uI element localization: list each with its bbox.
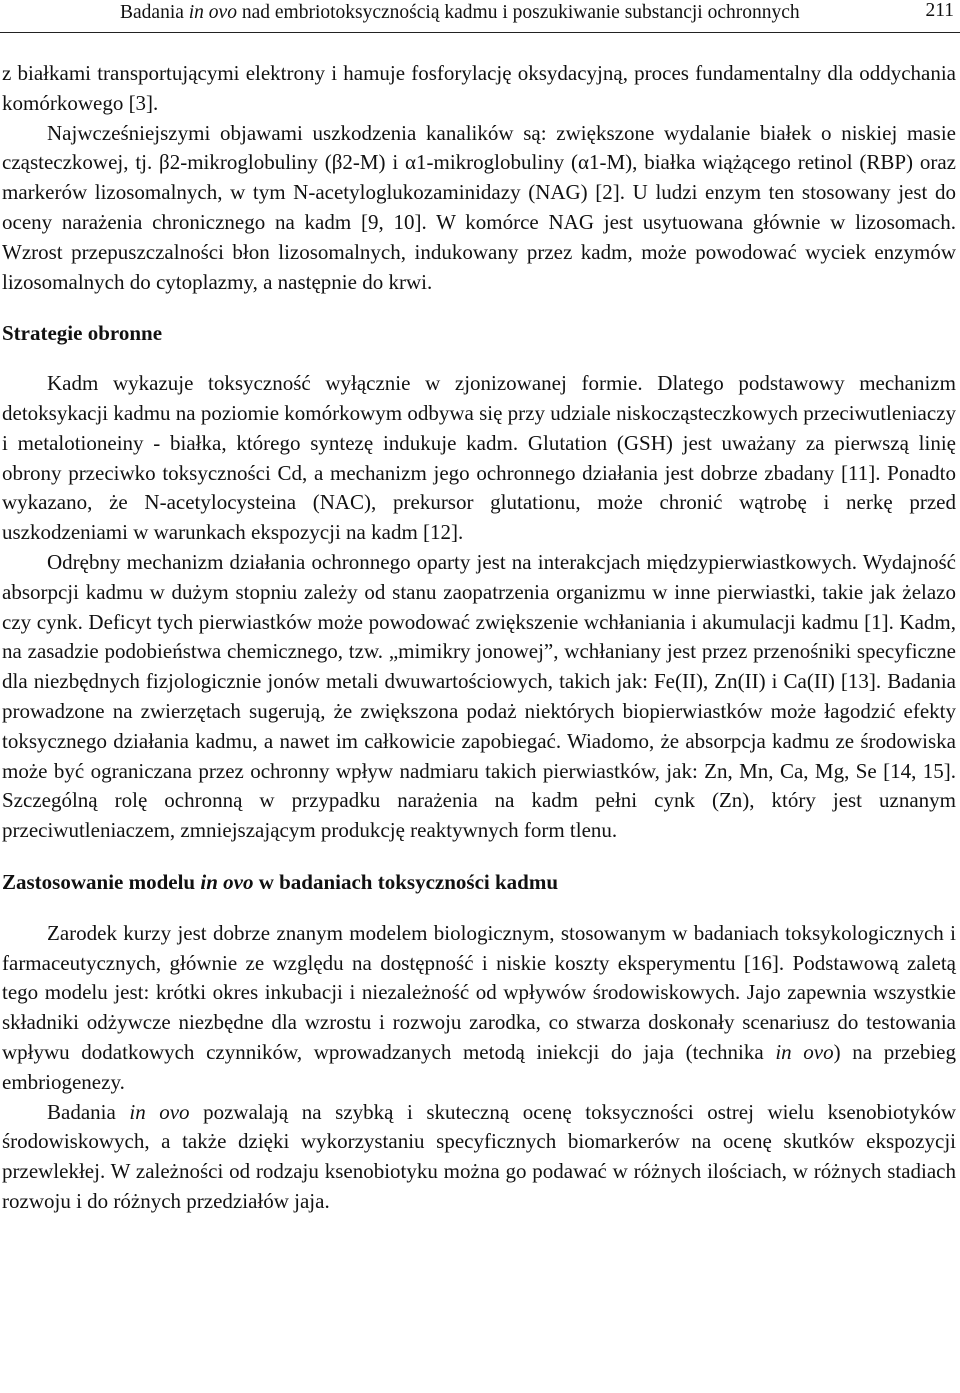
para5-post: ) na przebieg embriogenezy. — [2, 1039, 957, 1094]
running-title-post: nad embriotoksycznością kadmu i poszukiwanie substancji ochronnych — [236, 2, 800, 23]
section2-post: w badaniach toksyczności kadmu — [253, 869, 559, 894]
para6-pre: Badania — [47, 1099, 130, 1124]
para5-pre: Zarodek kurzy jest dobrze znanym modelem biologicznym, stosowanym w badaniach toksykologicznych i farmaceutycznych, głównie ze względu na dostępność i niskie koszty eksperymentu [16]. Podstawową zaletą tego modelu jest: krótki okres inkubacji i niezależność od wpływów środowiskowych. Jajo zapewnia wszystkie składniki odżywcze niezbędne dla wzrostu i rozwoju zarodka, co stwarza doskonały scenariusz do testowania wpływu dodatkowych czynników, wprowadzanych metodą iniekcji do jaja (technika — [2, 920, 956, 1064]
paragraph-tubular-damage: Najwcześniejszymi objawami uszkodzenia kanalików są: zwiększone wydalanie białek o niskiej masie cząsteczkowej, tj. β2-mikroglobuliny (β2-M) i α1-mikroglobuliny (α1-M), białka wiążącego retinol (RBP) oraz markerów lizosomalnych, w tym N-acetyloglukozaminidazy (NAG) [2]. U ludzi enzym ten stosowany jest do oceny narażenia chronicznego na kadm [9, 10]. W komórce NAG jest usytuowana głównie w lizosomach. Wzrost przepuszczalności błon lizosomalnych, indukowany przez kadm, może powodować wyciek enzymów lizosomalnych do cytoplazmy, a następnie do krwi. — [2, 120, 956, 294]
paragraph-continuation: z białkami transportującymi elektrony i hamuje fosforylację oksydacyjną, proces fundamentalny dla oddychania komórkowego [3]. — [2, 61, 956, 115]
paragraph-in-ovo-studies — [2, 1098, 956, 1217]
paragraph-detoxification: Kadm wykazuje toksyczność wyłącznie w zjonizowanej formie. Dlatego podstawowy mechanizm detoksykacji kadmu na poziomie komórkowym odbywa się przy udziale niskocząsteczkowych przeciwutleniaczy i metalotioneiny - białka, którego syntezę indukuje kadm. Glutation (GSH) jest uważany za pierwszą linię obrony przeciwko toksyczności Cd, a mechanizm jego ochronnego działania jest dobrze zbadany [11]. Ponadto wykazano, że N-acetylocysteina (NAC), prekursor glutationu, może chronić wątrobę i nerkę przed uszkodzeniami w warunkach ekspozycji na kadm [12]. — [2, 371, 957, 545]
section2-italic: in ovo — [200, 869, 254, 894]
para5-italic: in ovo — [775, 1039, 834, 1064]
para6-italic: in ovo — [129, 1099, 190, 1124]
running-title — [120, 2, 800, 24]
running-title-italic: in ovo — [188, 2, 237, 23]
paragraph-element-interactions: Odrębny mechanizm działania ochronnego oparty jest na interakcjach międzypierwiastkowych. Wydajność absorpcji kadmu w dużym stopniu zależy od stanu zaopatrzenia organizmu w inne pierwiastki, takie jak żelazo czy cynk. Deficyt tych pierwiastków może powodować zwiększenie wchłaniania i akumulacji kadmu [1]. Kadm, na zasadzie podobieństwa chemicznego, tzw. „mimikry jonowej”, wchłaniany jest przez przenośniki specyficzne dla niezbędnych fizjologicznie jonów metali dwuwartościowych, takich jak: Fe(II), Zn(II) i Ca(II) [13]. Badania prowadzone na zwierzętach sugerują, że zwiększona podaż niektórych biopierwiastków może łagodzić efekty toksycznego działania kadmu, a nawet im całkowicie zapobiegać. Wiadomo, że absorpcja kadmu ze środowiska może być ograniczana przez ochronny wpływ nadmiaru takich pierwiastków, jak: Zn, Mn, Ca, Mg, Se [14, 15]. Szczególną rolę ochronną w przypadku narażenia na kadm pełni cynk (Zn), który jest uznanym przeciwutleniaczem, zmniejszającym produkcję reaktywnych form tlenu. — [2, 549, 956, 843]
para6-post: pozwalają na szybką i skuteczną ocenę toksyczności ostrej wielu ksenobiotyków środowiskowych, a także dzięki wykorzystaniu specyficznych biomarkerów na ocenę skutków ekspozycji przewlekłej. W zależności od rodzaju ksenobiotyku można go podawać w różnych ilościach, w różnych stadiach rozwoju i do różnych przedziałów jaja. — [2, 1099, 956, 1213]
page-number: 211 — [925, 0, 954, 21]
paragraph-chicken-embryo — [2, 919, 956, 1098]
section-heading-defense-strategies: Strategie obronne — [2, 321, 163, 346]
section-heading-in-ovo-model — [2, 868, 956, 898]
article-body — [2, 59, 956, 1217]
running-title-pre: Badania — [120, 2, 189, 23]
running-header — [0, 0, 960, 33]
section2-pre: Zastosowanie modelu — [2, 869, 201, 894]
